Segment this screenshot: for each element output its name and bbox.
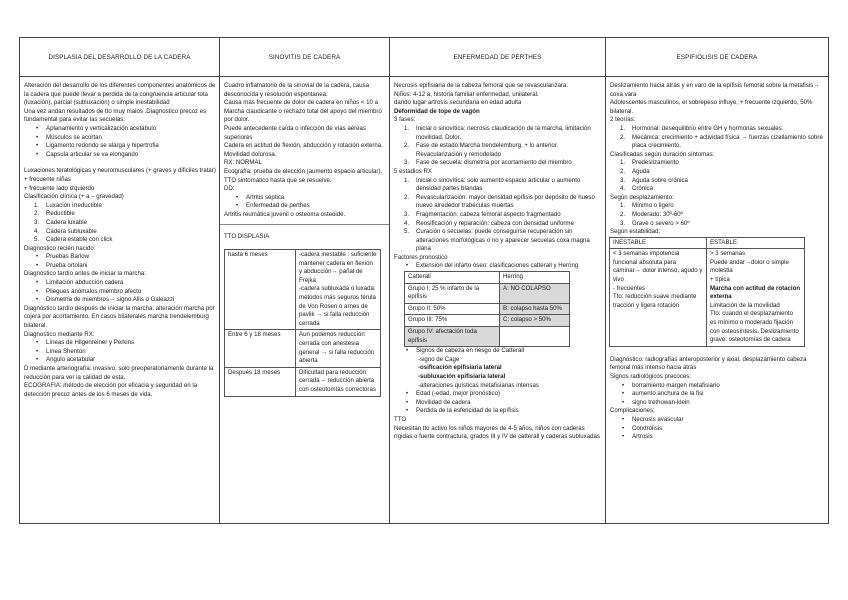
izquierdo-text: + frecuente lado izquierdo — [24, 184, 95, 192]
table-cell: Grupo I: 25 % infarto de la epífisis — [405, 283, 500, 303]
sinovitis-body — [220, 77, 389, 397]
list-item: 4. Crónica — [620, 185, 653, 193]
ecografia-text: ECOGRAFIA: método de elección por eficacia y seguridad en la detección precoz antes de los 6 meses de vida. — [24, 382, 198, 398]
list-item: • Perdida de la esfericidad de la epífisis — [394, 407, 602, 416]
epifisiolisis-line: Deslizamiento hacia atrás y en varo de la epífisis femoral sobre la metafisis→ coxa vara — [610, 82, 820, 98]
estadios-list — [394, 177, 602, 254]
list-item: 2. Aguda — [620, 167, 650, 175]
list-item: • Capsula articular se va elongando — [24, 151, 216, 160]
riesgo-list — [394, 347, 602, 356]
rn-list — [24, 253, 216, 270]
table-cell: Grupo IV: afectación toda epífisis — [405, 327, 500, 347]
perthes-line: Necrosis epifisiaria de la cabeza femoral que se revascularizara. — [394, 82, 569, 89]
list-item: 3. Aguda sobre crónica — [620, 176, 688, 184]
table-cell — [500, 327, 570, 347]
list-item: 2. Fase de estado:Marcha trendelemburg. + lo anterior. Revacularización y remodelado — [404, 142, 559, 158]
tto-displasia-table — [224, 249, 381, 397]
table-cell: Aun podemos reducción cerrada con anestesia general → si falla reducción abierta — [296, 330, 381, 367]
pronostico-list — [394, 262, 602, 271]
perthes-line: dando lugar artrosis secundaria en edad adulta — [394, 99, 522, 107]
sinovitis-line: TTO sintomático hasta que se resuelve. — [224, 176, 332, 184]
marcha-title: Diagnóstico tardío antes de iniciar la marcha: — [24, 270, 146, 278]
marcha-list — [24, 279, 216, 305]
fases-list — [394, 125, 602, 168]
list-item: • Condrólisis — [610, 425, 825, 434]
list-item: • Enfermedad de perthes — [224, 202, 386, 211]
rx-title: Diagnostico mediante RX: — [24, 330, 95, 338]
header-perthes: ENFERMEDAD DE PERTHES — [390, 38, 605, 77]
list-item: 4. Reosificación y reparación: cabeza con densidad uniforme — [404, 219, 574, 227]
table-cell: < 3 semanas impotencia funcional absoluta para caminar→ dolor intenso, agudo y vivo - frecuentes Tto: reducción suave mediante tracción y ligera rotación — [610, 249, 707, 347]
catterall-herring-table — [404, 271, 570, 347]
column-displasia — [20, 38, 219, 523]
teorias-list — [610, 125, 825, 151]
list-item: 3. Grave o severo > 60º — [620, 219, 690, 227]
table-row — [405, 272, 570, 284]
riesgo-item: -osificación epifisiaria lateral — [418, 364, 502, 372]
list-item: • Pruebas Barlow — [24, 253, 216, 262]
displasia-intro: Alteración del desarrollo de los diferentes componentes anatómicos de la cadera que puede llevar a perdida de la congruencia articular tota (luxación), parcial (subluxación) o simple inestabilidad — [24, 82, 216, 107]
column-perthes — [389, 38, 605, 523]
list-item: 1. Mínimo o ligero — [620, 202, 674, 210]
perthes-body — [390, 77, 605, 442]
clasificacion-list — [24, 202, 216, 245]
list-item: • Líneas de Hilgenreiner y Perkins — [24, 339, 216, 348]
sinovitis-line: Marcha claudicante o rechazo total del apoyo del miembro por dolor. — [224, 107, 382, 124]
table-cell: Grupo II: 50% — [405, 303, 500, 315]
complicaciones-title: Complicaciones: — [610, 407, 655, 415]
table-cell: Grupo III: 75% — [405, 315, 500, 327]
list-item: • Edad (-edad, mejor pronóstico) — [394, 390, 602, 399]
table-header-cell: Herring — [500, 272, 570, 284]
list-item: 3. Fase de secuela: dismetría por acortamiento del miembro — [404, 159, 572, 167]
table-row — [610, 249, 805, 347]
sinovitis-line: RX: NORMAL — [224, 159, 262, 167]
estable-text: Limitación de la movilidad Tto: cuando el desplazamiento es mínimo o moderado fijación con osteosíntesis. Deslizamiento grave: osteotomías de cadera — [710, 301, 799, 344]
sinovitis-line: Puede antecedente caída o infección de vías aéreas superiores — [224, 124, 366, 141]
list-item: • borramiento margen metafisiario — [610, 382, 825, 391]
displasia-line2: Una vez andan resultados de tto muy malos .Diagnostico precoz es fundamental para evitar las secuelas: — [24, 107, 207, 124]
desplazamiento-title: Según desplazamiento: — [610, 193, 674, 201]
sinovitis-line: Causa más frecuente de dolor de cadera en niños < 10 a — [224, 99, 378, 107]
table-row — [405, 315, 570, 327]
list-item: • Artrosis — [610, 433, 825, 442]
section-divider — [220, 224, 389, 225]
table-cell: Dificultad para reducción cerrada→ reducción abierta con osteotomías correctoras — [296, 367, 381, 396]
table-header-cell: INESTABLE — [610, 237, 707, 249]
list-item: 2. Revascularización: mayor densidad epífisis por depósito de hueso nuevo alrededor trabéculas muertas — [404, 193, 595, 210]
clasificacion-title: Clasificación clínica (+ a – gravedad) — [24, 193, 124, 201]
despues-marcha-text: Diagnóstico tardío después de iniciar la marcha: alteración marcha por cojera por acortamiento. En casos bilaterales marcha trendelemburg bilateral. — [24, 304, 215, 330]
table-cell: B: colapso hasta 50% — [500, 303, 570, 315]
displasia-body — [20, 77, 219, 399]
list-item: 1. Predeslizamiento — [620, 159, 679, 167]
table-row — [225, 330, 381, 367]
table-row — [225, 250, 381, 330]
list-item: 5. Curación o secuelas: puede conseguirse recuperación sin alteraciones morfológicas o no y aparecer secuelas coxa magna plana — [404, 228, 590, 253]
table-cell: C: colapso > 50% — [500, 315, 570, 327]
list-item: 3. Fragmentación: cabeza femoral aspecto fragmentado — [404, 210, 561, 218]
teorias-title: 2 teorías: — [610, 116, 636, 124]
table-cell — [707, 249, 805, 347]
list-item: 4. Cadera subluxable — [34, 227, 97, 235]
list-item: • Movilidad de cadera — [394, 399, 602, 408]
estable-text: > 3 semanas Puede andar→dolor o simple molestia + típica — [710, 250, 789, 284]
sinovitis-line: Cadera en actitud de flexión, abducción y rotación externa. — [224, 142, 383, 150]
riesgo-item: -subluxación epifisiaria lateral — [418, 373, 506, 380]
table-row — [405, 327, 570, 347]
rn-title: Diagnostico recién nacido: — [24, 244, 96, 252]
perthes-tto-title: TTO — [394, 415, 407, 423]
table-row — [225, 367, 381, 396]
list-item: 1. Inicial o sinovítica: solo aumento espacio articular u aumento densidad partes blandas — [404, 176, 581, 193]
table-row — [405, 303, 570, 315]
teratologicas-text: Luxaciones teratológicas y neuromusculares (+ graves y dificiles tratar) — [24, 167, 216, 175]
table-header-cell: Catterall — [405, 272, 500, 284]
sinovitis-line: Cuadro inflamatorio de la sinovial de la cadera, causa desconocida y resolución espontanea. — [224, 82, 369, 98]
precoces-list — [610, 382, 825, 408]
fases-title: 3 fases: — [394, 116, 416, 124]
sinovitis-line: DD: — [224, 185, 235, 193]
list-item: • Extensión del infarto óseo: clasificaciones catterall y Herring — [394, 262, 602, 271]
list-item: • Limitación abducción cadera — [24, 279, 216, 288]
table-header-cell: ESTABLE — [707, 237, 805, 249]
diagnostico-text: Diagnóstico: radiografías anteroposterior y axial, desplazamiento cabeza femoral más intenso hacia atrás — [610, 355, 807, 372]
column-epifisiolisis — [605, 38, 828, 523]
header-sinovitis: SINOVITIS DE CADERA — [220, 38, 389, 77]
list-item: • Aplanamiento y verticalización acetábulo — [24, 125, 216, 134]
dd-list — [224, 194, 386, 211]
header-epifisiolisis: ESPIFIOLISIS DE CADERA — [606, 38, 828, 77]
column-sinovitis — [219, 38, 389, 523]
list-item: • Necrosis avascular — [610, 416, 825, 425]
list-item: • Prueba ortolani — [24, 262, 216, 271]
table-cell: -cadera inestable : suficiente mantener cadera en flexión y abducción→ pañal de Frejka -cadera subluxada o luxada: métodos más seguros férula de Von Rosen o arnes de pavlik → si falla reducción cerrada — [296, 250, 381, 330]
artritis-text: Artritis reumática juvenil o osteoma osteoide. — [224, 210, 346, 218]
pronostico-title: Factores pronostico — [394, 253, 448, 261]
list-item: 5. Cadera estable con click — [34, 236, 113, 244]
otros-factores-list — [394, 390, 602, 416]
table-cell: hasta 6 meses — [225, 250, 296, 330]
artrografia-text: D mediante arteriografía: invasivo, solo preoperatoriamente durante la reducción para ver la calidad de esta. — [24, 365, 214, 381]
list-item: • Artritis séptica — [224, 194, 386, 203]
deformidad-text: Deformidad de tope de vagón — [394, 107, 480, 115]
list-item: 2. Moderado: 30º-60º — [620, 210, 683, 218]
list-item: 2. Reductible — [34, 210, 75, 218]
list-item: 3. Cadera luxable — [34, 218, 87, 226]
rx-list — [24, 339, 216, 365]
ninas-text: + frecuente niñas — [24, 175, 71, 183]
tto-displasia-title: TTO DISPLASIA — [224, 232, 270, 240]
duracion-title: Clasificadas según duración síntomas: — [610, 150, 715, 158]
table-cell: Entre 6 y 18 meses — [225, 330, 296, 367]
table-cell: Después 18 meses — [225, 367, 296, 396]
sinovitis-line: Ecografía: prueba de elección (aumento espacio articular). — [224, 167, 383, 175]
precoces-title: Signos radiológicos precoces: — [610, 373, 691, 380]
estable-bold-text: Marcha con actitud de rotación externa — [710, 284, 801, 301]
list-item: • Músculos se acortan — [24, 134, 216, 143]
epifisiolisis-body — [606, 77, 828, 442]
complicaciones-list — [610, 416, 825, 442]
list-item: • aumento anchura de la fisi — [610, 390, 825, 399]
list-item: 1. Hormonal: desequilibrio entre GH y hormonas sexuales. — [620, 124, 784, 132]
table-row — [405, 283, 570, 303]
duracion-list — [610, 159, 825, 193]
list-item: 1. Inicial o sinovítica: necrosis claudicación de la marcha, limitación movilidad. Dolor. — [404, 124, 591, 141]
list-item: 2. Mecánica: crecimiento + actividad física → fuerzas cizallamiento sobre placa crecimiento. — [620, 133, 823, 150]
estadios-title: 5 estadios RX — [394, 167, 432, 175]
sinovitis-line: Movilidad dolorosa. — [224, 150, 277, 158]
list-item: • Angulo acetabular — [24, 356, 216, 365]
desplazamiento-list — [610, 202, 825, 228]
list-item: • Línea Shenton — [24, 348, 216, 357]
table-row — [610, 237, 805, 249]
estabilidad-title: Según estabilidad: — [610, 228, 661, 236]
list-item: • Signos de cabeza en riesgo de Catterall — [394, 347, 602, 356]
header-displasia: DISPLASIA DEL DESARROLLO DE LA CADERA — [20, 38, 219, 77]
list-item: • Ligamento redondo se alarga y hipertrofia — [24, 142, 216, 151]
riesgo-item: -signo de Cage — [418, 355, 460, 363]
estabilidad-table — [609, 237, 805, 347]
perthes-line: Niños: 4-12 a, historia familiar enfermedad, unilateral. — [394, 90, 539, 98]
summary-table — [19, 37, 829, 524]
perthes-tto-text: Necesitan tto activo los niños mayores de 4-5 años, niños con caderas rígidas o fuerte contractura, grados III y IV de catterall y caderas subluxadas — [394, 424, 600, 441]
list-item: 1. Luxación irreductible — [34, 201, 102, 209]
list-item: • signo trethowan-klein — [610, 399, 825, 408]
list-item: • Dismetría de miembros→ signo Allis o Galeazzi — [24, 296, 216, 305]
riesgo-item: -alteraciones quísticas metafisiarias intensas — [418, 381, 539, 389]
table-cell: A: NO COLAPSO — [500, 283, 570, 303]
list-item: • Pliegues anómalos miembro afecto — [24, 288, 216, 297]
secuelas-list — [24, 125, 216, 159]
epifisiolisis-line: Adolescentes masculinos, el sobrepeso influye, + frecuente izquierdo, 50% bilateral. — [610, 99, 813, 115]
